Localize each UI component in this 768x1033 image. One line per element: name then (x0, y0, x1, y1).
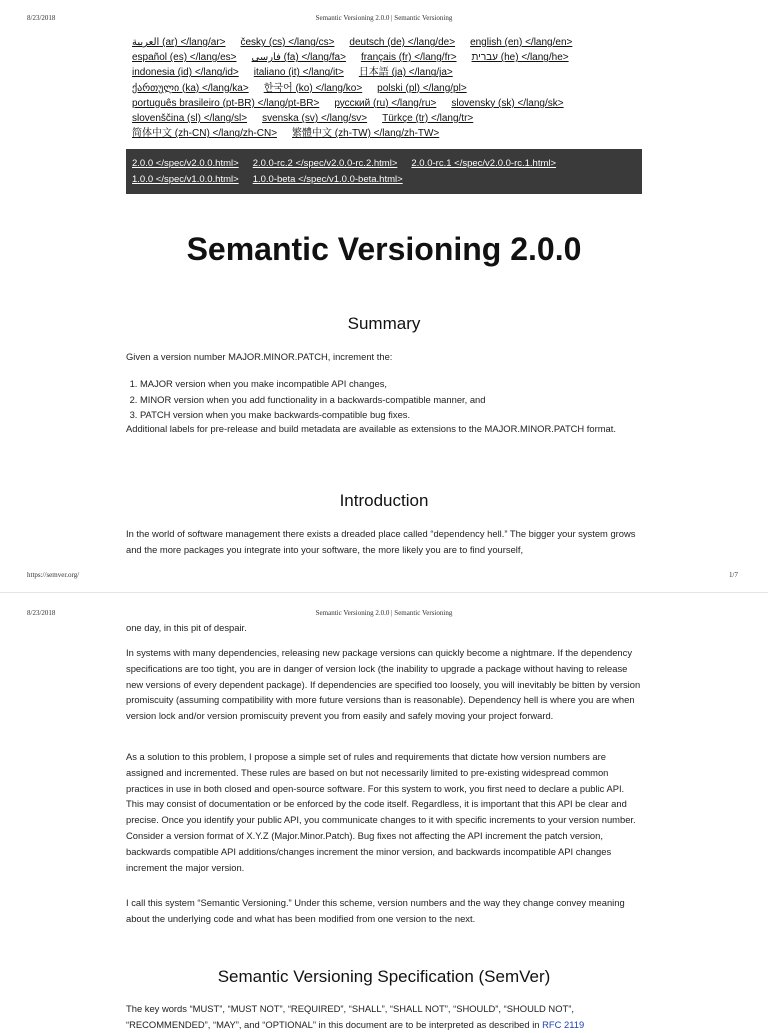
language-links (132, 35, 652, 141)
language-link[interactable]: 简体中文 (zh-CN) </lang/zh-CN> (132, 128, 278, 140)
language-link[interactable]: 日本語 (ja) </lang/ja> (358, 67, 453, 79)
language-link[interactable]: polski (pl) </lang/pl> (377, 82, 467, 94)
version-link[interactable]: 2.0.0-rc.2 </spec/v2.0.0-rc.2.html> (252, 158, 398, 169)
intro-paragraph-1-continued: one day, in this pit of despair. (126, 622, 247, 633)
language-link[interactable]: deutsch (de) </lang/de> (349, 37, 456, 48)
language-link[interactable]: Türkçe (tr) </lang/tr> (382, 113, 474, 125)
print-page-title: Semantic Versioning 2.0.0 | Semantic Versioning (315, 14, 453, 22)
spec-paragraph-1 (126, 1001, 643, 1033)
language-link[interactable]: العربية (ar) </lang/ar> (132, 37, 226, 48)
version-link[interactable]: 2.0.0 </spec/v2.0.0.html> (132, 158, 239, 169)
link-row (132, 96, 652, 111)
list-item: 1. MAJOR version when you make incompatible API changes, (140, 376, 657, 392)
language-link[interactable]: svenska (sv) </lang/sv> (262, 113, 368, 125)
link-row (132, 50, 652, 65)
language-link[interactable]: فارسی (fa) </lang/fa> (251, 52, 346, 64)
page-title: Semantic Versioning 2.0.0 (186, 231, 582, 267)
introduction-heading: Introduction (339, 491, 429, 510)
language-link[interactable]: česky (cs) </lang/cs> (240, 37, 335, 48)
link-row (132, 35, 652, 50)
summary-heading: Summary (347, 314, 421, 333)
print-page-title: Semantic Versioning 2.0.0 | Semantic Versioning (315, 609, 453, 617)
language-link[interactable]: français (fr) </lang/fr> (360, 52, 457, 64)
link-row (132, 172, 642, 188)
intro-paragraph-4: I call this system “Semantic Versioning.” Under this scheme, version numbers and the way they change convey meaning about the underlying code and what has been modified from one version to the next. (126, 897, 625, 924)
print-date: 8/23/2018 (27, 14, 56, 22)
intro-paragraph-1: In the world of software management there exists a dreaded place called “dependency hell.” The bigger your system grows and the more packages you integrate into your software, the more likely you are to find yourself, (126, 528, 636, 555)
list-item: 2. MINOR version when you add functionality in a backwards-compatible manner, and (140, 392, 657, 408)
version-link[interactable]: 1.0.0-beta </spec/v1.0.0-beta.html> (252, 174, 403, 185)
summary-outro: Additional labels for pre-release and build metadata are available as extensions to the MAJOR.MINOR.PATCH format. (126, 423, 616, 434)
language-link[interactable]: slovenščina (sl) </lang/sl> (132, 113, 248, 125)
link-row (132, 65, 652, 80)
intro-paragraph-3: As a solution to this problem, I propose a simple set of rules and requirements that dictate how version numbers are assigned and incremented. These rules are based on but not necessarily limited to pre-existing widespread common practices in use in both closed and open-source software. For this system to work, you first need to declare a public API. This may consist of documentation or be enforced by the code itself. Regardless, it is important that this API be clear and precise. Once you identify your public API, you communicate changes to it with specific increments to your version number. Consider a version format of X.Y.Z (Major.Minor.Patch). Bug fixes not affecting the API increment the patch version, backwards compatible API additions/changes increment the minor version, and backwards incompatible API changes increment the major version. (126, 751, 636, 873)
language-link[interactable]: русский (ru) </lang/ru> (334, 97, 437, 109)
language-link[interactable]: italiano (it) </lang/it> (253, 67, 344, 79)
language-link[interactable]: indonesia (id) </lang/id> (132, 67, 239, 79)
version-link[interactable]: 2.0.0-rc.1 </spec/v2.0.0-rc.1.html> (411, 158, 557, 169)
version-nav (126, 149, 642, 194)
intro-paragraph-2: In systems with many dependencies, releasing new package versions can quickly become a nightmare. If the dependency specifications are too tight, you are in danger of version lock (the inability to upgrade a package without having to release new versions of every dependent package). If dependencies are specified too loosely, you will inevitably be bitten by version promiscuity (assuming compatibility with more future versions than is reasonable). Dependency hell is where you are when version lock and/or version promiscuity prevent you from easily and safely moving your project forward. (126, 647, 641, 722)
version-link[interactable]: 1.0.0 </spec/v1.0.0.html> (132, 174, 239, 185)
link-row (132, 111, 652, 126)
list-item: 3. PATCH version when you make backwards-compatible bug fixes. (140, 407, 657, 423)
language-link[interactable]: english (en) </lang/en> (470, 37, 573, 48)
language-link[interactable]: español (es) </lang/es> (132, 52, 237, 64)
summary-intro: Given a version number MAJOR.MINOR.PATCH, increment the: (126, 351, 393, 362)
print-date: 8/23/2018 (27, 609, 56, 617)
page-separator (0, 592, 768, 593)
language-link[interactable]: עברית (he) </lang/he> (471, 52, 569, 64)
language-link[interactable]: 한국어 (ko) </lang/ko> (263, 82, 363, 94)
link-row (132, 126, 652, 141)
language-link[interactable]: português brasileiro (pt-BR) </lang/pt-BR> (132, 97, 320, 109)
rfc-2119-link[interactable]: RFC 2119 (542, 1018, 585, 1030)
print-page-number: 1/7 (729, 571, 738, 579)
summary-list (126, 376, 657, 423)
link-row (132, 81, 652, 96)
print-url: https://semver.org/ (27, 571, 80, 579)
language-link[interactable]: 繁體中文 (zh-TW) </lang/zh-TW> (292, 128, 440, 140)
link-row (132, 156, 642, 172)
language-link[interactable]: ქართული (ka) </lang/ka> (132, 82, 249, 94)
spec-paragraph-text: The key words “MUST”, “MUST NOT”, “REQUIRED”, “SHALL”, “SHALL NOT”, “SHOULD”, “SHOULD NOT”, “RECOMMENDED”, “MAY”, and “OPTIONAL” in this document are to be interpreted as described in (126, 1003, 574, 1030)
spec-heading: Semantic Versioning Specification (SemVer) (217, 967, 551, 986)
language-link[interactable]: slovensky (sk) </lang/sk> (451, 97, 564, 109)
